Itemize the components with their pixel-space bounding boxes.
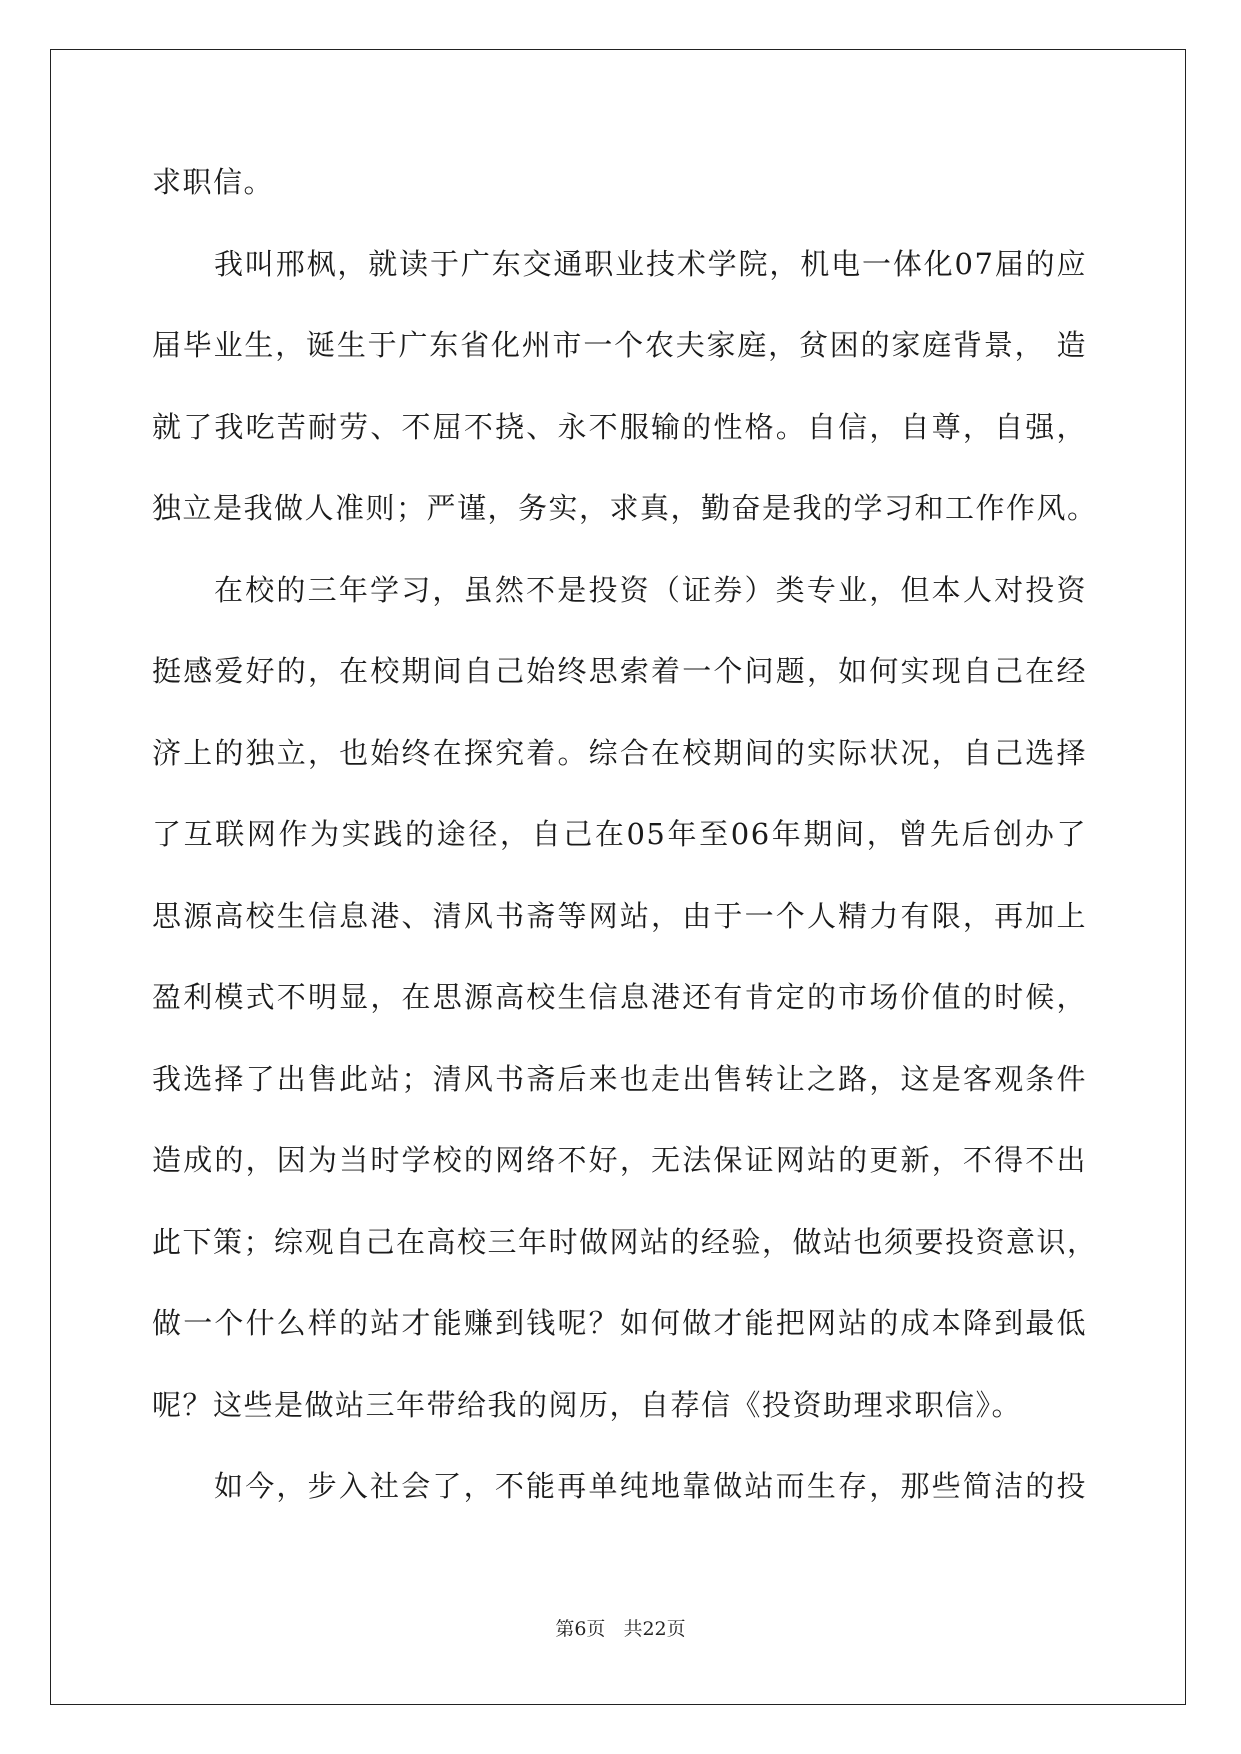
- text-line: 在校的三年学习，虽然不是投资（证券）类专业，但本人对投资: [214, 572, 1087, 607]
- text-line: 做一个什么样的站才能赚到钱呢？如何做才能把网站的成本降到最低: [152, 1306, 1087, 1340]
- text-line: 呢？这些是做站三年带给我的阅历，自荐信《投资助理求职信》。: [152, 1387, 1023, 1422]
- page-number: 第6页: [555, 1618, 606, 1640]
- text-line: 我叫邢枫，就读于广东交通职业技术学院，机电一体化07届的应: [214, 246, 1087, 281]
- text-line: 独立是我做人准则；严谨，务实，求真，勤奋是我的学习和工作作风。: [152, 491, 1098, 525]
- text-line: 造成的，因为当时学校的网络不好，无法保证网站的更新，不得不出: [152, 1143, 1087, 1177]
- text-line: 求职信。: [152, 165, 275, 199]
- text-line: 思源高校生信息港、清风书斋等网站，由于一个人精力有限，再加上: [152, 898, 1087, 933]
- text-line: 盈利模式不明显，在思源高校生信息港还有肯定的市场价值的时候，: [152, 980, 1087, 1014]
- text-line: 我选择了出售此站；清风书斋后来也走出售转让之路，这是客观条件: [152, 1061, 1087, 1096]
- text-line: 此下策；综观自己在高校三年时做网站的经验，做站也须要投资意识，: [152, 1224, 1098, 1259]
- page-footer: [0, 1614, 1241, 1641]
- text-line: 挺感爱好的，在校期间自己始终思索着一个问题，如何实现自己在经: [152, 654, 1087, 688]
- text-line: 了互联网作为实践的途径，自己在05年至06年期间，曾先后创办了: [152, 817, 1087, 851]
- text-line: 如今，步入社会了，不能再单纯地靠做站而生存，那些简洁的投: [214, 1469, 1087, 1503]
- text-line: 济上的独立，也始终在探究着。综合在校期间的实际状况，自己选择: [152, 735, 1087, 770]
- page-total: 共22页: [623, 1618, 686, 1640]
- text-line: 就了我吃苦耐劳、不屈不挠、永不服输的性格。自信，自尊，自强，: [152, 409, 1087, 444]
- document-body: [152, 160, 1098, 1546]
- text-line: 届毕业生，诞生于广东省化州市一个农夫家庭，贫困的家庭背景， 造: [152, 328, 1087, 362]
